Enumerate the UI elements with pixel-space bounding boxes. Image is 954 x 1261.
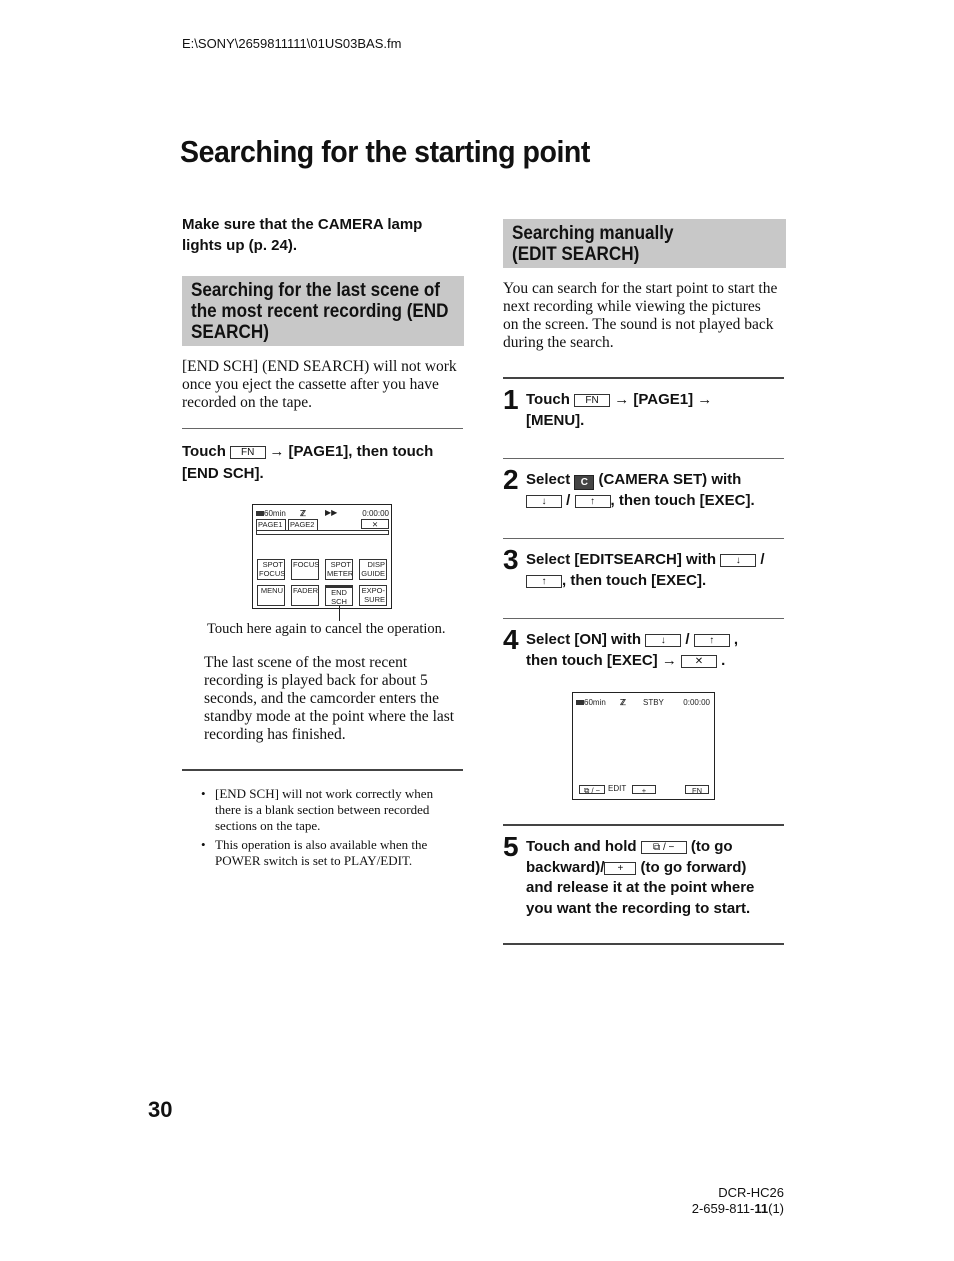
heading-line: Searching for the last scene of [191, 280, 440, 301]
arrow-down-icon: ↓ [645, 634, 681, 647]
page-title: Searching for the starting point [180, 134, 590, 169]
notes-list [198, 786, 460, 872]
arrow-down-icon: ↓ [720, 554, 756, 567]
close-icon[interactable]: ✕ [361, 519, 389, 529]
arrow-up-icon: ↑ [694, 634, 730, 647]
divider [503, 618, 784, 619]
spot-meter-button[interactable]: SPOT METER [327, 560, 354, 578]
time-counter: 0:00:00 [362, 509, 389, 518]
step-number: 5 [503, 831, 519, 862]
screen-caption: Touch here again to cancel the operation. [207, 621, 446, 637]
heading-line: (EDIT SEARCH) [512, 244, 640, 265]
step-number: 3 [503, 544, 519, 575]
back-search-icon: ⧉ / − [641, 841, 687, 854]
remote-icon: ℤ [620, 698, 626, 707]
divider [503, 458, 784, 459]
plus-icon: + [604, 862, 636, 875]
edit-search-description: You can search for the start point to start the next recording while viewing the pictures on the screen. The sound is not played back during the search. [503, 280, 778, 351]
step-number: 4 [503, 624, 519, 655]
footer-model-info [640, 1185, 784, 1217]
focus-button[interactable]: FOCUS [291, 559, 319, 580]
divider [503, 943, 784, 945]
arrow-up-icon: ↑ [526, 575, 562, 588]
fast-forward-icon: ▶▶ [325, 508, 338, 517]
note-item: • This operation is also available when the POWER switch is set to PLAY/EDIT. [198, 837, 460, 869]
end-search-instruction: Touch FN → [PAGE1], then touch [END SCH]. [182, 443, 434, 482]
close-icon: ✕ [681, 655, 717, 668]
part-code: 2-659-811-11(1) [691, 1201, 784, 1216]
tab-panel-bar [256, 530, 389, 535]
fn-button-icon: FN [574, 394, 610, 407]
step-1: 1 Touch FN → [PAGE1] → [MENU]. [503, 384, 713, 429]
step-5: 5 Touch and hold ⧉ / − (to go backward)/ + (to go forward) and release it at the point where you want the recording to start. [503, 831, 755, 917]
end-search-description: [END SCH] (END SEARCH) will not work once you eject the cassette after you have recorded on the tape. [182, 358, 457, 411]
fn-button[interactable]: FN [685, 785, 709, 794]
fader-button[interactable]: FADER [291, 585, 319, 606]
lcd-screen-end-search [252, 504, 392, 609]
fn-button-icon: FN [230, 446, 266, 459]
remote-icon: ℤ [300, 509, 306, 518]
model-number: DCR-HC26 [718, 1185, 784, 1200]
heading-line: the most recent recording (END [191, 301, 449, 322]
edit-search-forward-button[interactable]: + [632, 785, 656, 794]
page-number: 30 [148, 1097, 173, 1122]
divider [182, 428, 463, 429]
arrow-up-icon: ↑ [575, 495, 611, 508]
tape-icon [256, 511, 264, 516]
divider [503, 377, 784, 379]
standby-status: STBY [643, 698, 664, 707]
section-heading-end-search [182, 276, 464, 346]
note-item: • [END SCH] will not work correctly when there is a blank section between recorded sections on the tape. [198, 786, 460, 834]
spot-focus-button[interactable]: SPOT FOCUS [259, 560, 286, 578]
divider [503, 824, 784, 826]
tab-page2[interactable]: PAGE2 [288, 519, 318, 530]
file-path: E:\SONY\2659811111\01US03BAS.fm [182, 36, 402, 51]
menu-button[interactable]: MENU [257, 585, 285, 606]
arrow-down-icon: ↓ [526, 495, 562, 508]
tape-remaining: 60min [256, 509, 286, 518]
tape-icon [576, 700, 584, 705]
step-number: 1 [503, 384, 519, 415]
intro-text: Make sure that the CAMERA lamp lights up (p. 24). [182, 216, 423, 254]
step-number: 2 [503, 464, 519, 495]
notes-divider [182, 769, 463, 771]
section-heading-edit-search [503, 219, 786, 268]
lcd-screen-edit-search [572, 692, 715, 800]
heading-line: SEARCH) [191, 322, 269, 343]
heading-line: Searching manually [512, 223, 674, 244]
divider [503, 538, 784, 539]
callout-line [339, 606, 340, 621]
end-sch-button[interactable]: END SCH [325, 585, 353, 606]
edit-label: EDIT [608, 784, 627, 793]
camera-set-icon: C [574, 475, 594, 490]
step-2: 2 Select C (CAMERA SET) with ↓ / ↑ , then touch [EXEC]. [503, 464, 755, 509]
time-counter: 0:00:00 [683, 698, 710, 707]
disp-guide-button[interactable]: DISP GUIDE [359, 559, 387, 580]
end-search-result: The last scene of the most recent recording is played back for about 5 seconds, and the camcorder enters the standby mode at the point where the last recording has finished. [204, 654, 455, 743]
edit-search-back-button[interactable]: ⧉ / − [579, 785, 605, 794]
tab-page1[interactable]: PAGE1 [256, 519, 286, 530]
tape-remaining: 60min [576, 698, 606, 707]
step-3: 3 Select [EDITSEARCH] with ↓ / ↑ , then touch [EXEC]. [503, 544, 765, 589]
step-4: 4 Select [ON] with ↓ / ↑ , then touch [EXEC] → ✕ . [503, 624, 739, 669]
exposure-button[interactable]: EXPO- SURE [359, 585, 387, 606]
